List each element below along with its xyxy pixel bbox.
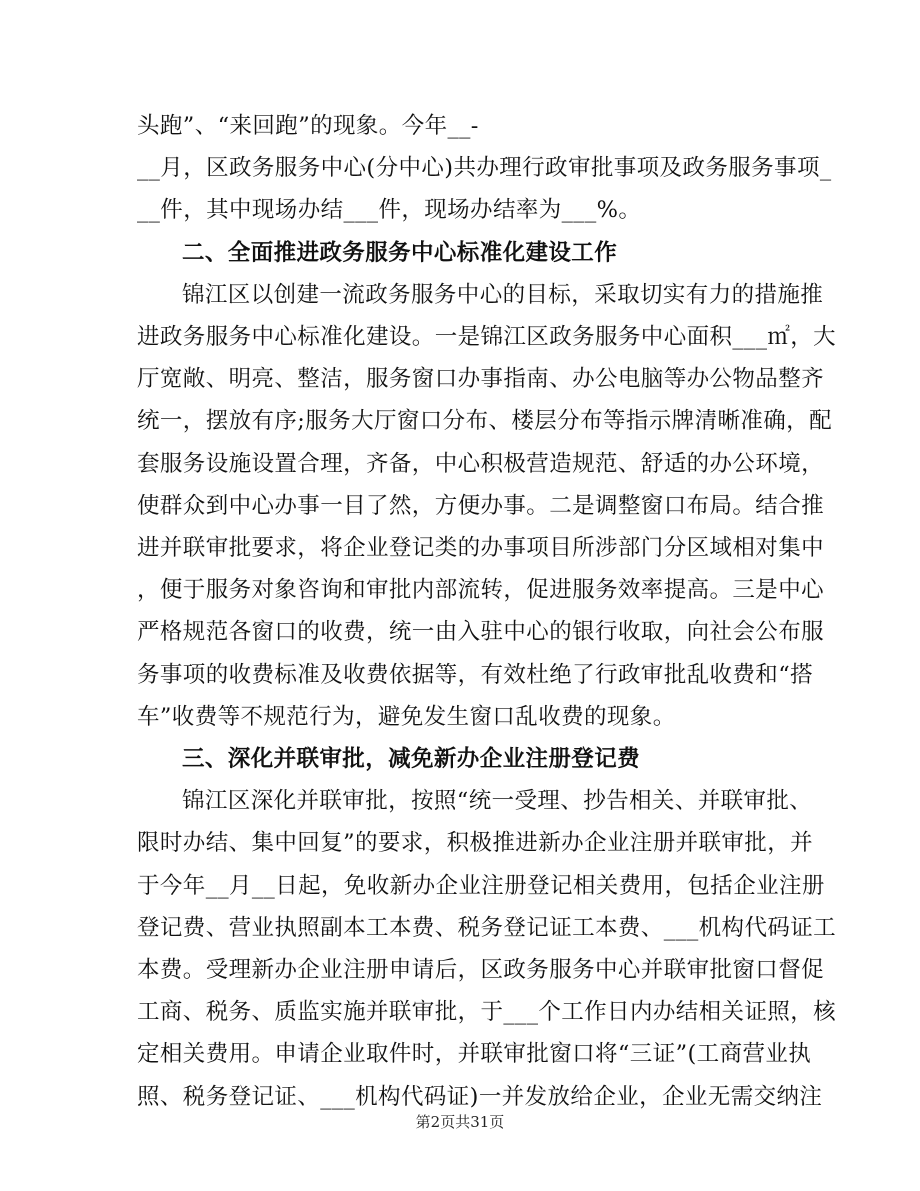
text-line: 工商、税务、质监实施并联审批，于___个工作日内办结相关证照，核 xyxy=(137,999,837,1026)
section-heading: 二、全面推进政务服务中心标准化建设工作 xyxy=(182,239,618,266)
text-line: __件，其中现场办结___件，现场办结率为___%。 xyxy=(137,197,642,224)
text-line: 使群众到中心办事一目了然，方便办事。二是调整窗口布局。结合推 xyxy=(137,492,825,519)
text-line: 务事项的收费标准及收费依据等，有效杜绝了行政审批乱收费和“搭 xyxy=(137,661,814,688)
text-line: 照、税务登记证、___机构代码证)一并发放给企业，企业无需交纳注 xyxy=(137,1083,823,1110)
text-line: 套服务设施设置合理，齐备，中心积极营造规范、舒适的办公环境， xyxy=(137,450,825,477)
text-line: 进政务服务中心标准化建设。一是锦江区政务服务中心面积___㎡，大 xyxy=(137,324,837,350)
section-heading: 三、深化并联审批，减免新办企业注册登记费 xyxy=(182,746,641,772)
text-line: 定相关费用。申请企业取件时，并联审批窗口将“三证”(工商营业执 xyxy=(137,1041,812,1068)
text-line: 统一，摆放有序;服务大厅窗口分布、楼层分布等指示牌清晰准确，配 xyxy=(137,408,832,435)
text-line: 厅宽敞、明亮、整洁，服务窗口办事指南、办公电脑等办公物品整齐 xyxy=(137,366,825,393)
text-line: ，便于服务对象咨询和审批内部流转，促进服务效率提高。三是中心 xyxy=(137,577,825,604)
page-number: 第2页共31页 xyxy=(415,1113,505,1131)
text-line: 锦江区深化并联审批，按照“统一受理、抄告相关、并联审批、 xyxy=(182,788,813,815)
text-line: 登记费、营业执照副本工本费、税务登记证工本费、___机构代码证工 xyxy=(137,914,837,941)
text-line: 头跑”、“来回跑”的现象。今年__- xyxy=(137,113,479,139)
text-line: 本费。受理新办企业注册申请后，区政务服务中心并联审批窗口督促 xyxy=(137,957,825,983)
text-line: 严格规范各窗口的收费，统一由入驻中心的银行收取，向社会公布服 xyxy=(137,619,825,646)
text-line: 进并联审批要求，将企业登记类的办事项目所涉部门分区域相对集中 xyxy=(137,535,825,561)
text-line: __月，区政务服务中心(分中心)共办理行政审批事项及政务服务事项_ xyxy=(137,155,832,182)
text-line: 于今年__月__日起，免收新办企业注册登记相关费用，包括企业注册 xyxy=(137,872,825,899)
text-line: 锦江区以创建一流政务服务中心的目标，采取切实有力的措施推 xyxy=(182,281,824,308)
text-line: 限时办结、集中回复”的要求，积极推进新办企业注册并联审批，并 xyxy=(137,830,814,857)
text-line: 车”收费等不规范行为，避免发生窗口乱收费的现象。 xyxy=(137,703,676,730)
